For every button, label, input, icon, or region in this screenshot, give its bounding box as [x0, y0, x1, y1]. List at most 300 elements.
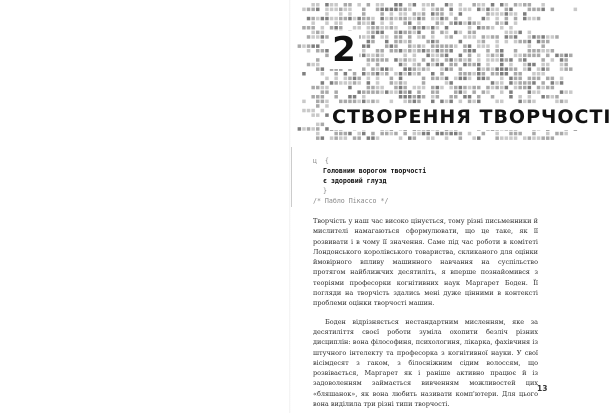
grid-cell [523, 86, 527, 90]
grid-cell [298, 127, 302, 131]
grid-cell [500, 86, 504, 90]
grid-cell [477, 95, 481, 99]
grid-cell [426, 67, 430, 71]
grid-cell [454, 21, 458, 25]
grid-cell [390, 21, 394, 25]
grid-cell [371, 67, 375, 71]
grid-cell [367, 90, 371, 94]
grid-cell [431, 63, 435, 67]
grid-cell [390, 100, 394, 104]
grid-cell [348, 17, 352, 21]
grid-cell [528, 54, 532, 58]
grid-cell [445, 81, 449, 85]
grid-cell [376, 54, 380, 58]
grid-cell [509, 31, 513, 34]
grid-cell [408, 90, 412, 94]
grid-cell [311, 26, 315, 30]
grid-cell [422, 17, 426, 21]
grid-cell [472, 86, 476, 90]
grid-cell [486, 77, 490, 81]
grid-cell [353, 26, 357, 30]
grid-cell [417, 72, 421, 76]
grid-cell [380, 86, 384, 90]
grid-cell [477, 67, 481, 71]
grid-cell [468, 77, 472, 81]
grid-cell [518, 31, 522, 34]
grid-cell [514, 67, 518, 71]
grid-cell [426, 49, 430, 53]
grid-cell [403, 49, 407, 53]
grid-cell [463, 72, 467, 76]
grid-cell [537, 8, 541, 12]
grid-cell [357, 21, 361, 25]
grid-cell [454, 58, 458, 62]
grid-cell [399, 72, 403, 76]
grid-cell [537, 136, 541, 140]
grid-cell [385, 26, 389, 30]
grid-cell [541, 3, 545, 7]
grid-cell [413, 54, 417, 58]
grid-cell [403, 67, 407, 71]
grid-cell [449, 63, 453, 67]
grid-cell [564, 58, 568, 62]
grid-cell [431, 90, 435, 94]
grid-cell [500, 72, 504, 76]
grid-cell [551, 86, 555, 90]
grid-cell [440, 72, 444, 76]
grid-cell [468, 63, 472, 67]
grid-cell [463, 21, 467, 25]
grid-cell [399, 8, 403, 12]
grid-cell [440, 77, 444, 81]
grid-cell [339, 132, 343, 136]
grid-cell [509, 63, 513, 67]
grid-cell [399, 95, 403, 99]
grid-cell [399, 58, 403, 62]
grid-cell [454, 44, 458, 48]
grid-cell [367, 31, 371, 34]
grid-cell [344, 8, 348, 12]
grid-cell [449, 49, 453, 53]
grid-cell [431, 17, 435, 21]
grid-cell [385, 132, 389, 136]
grid-cell [394, 58, 398, 62]
grid-cell [523, 3, 527, 7]
grid-cell [367, 136, 371, 140]
grid-cell [413, 100, 417, 104]
grid-cell [436, 8, 440, 12]
grid-cell [546, 132, 550, 136]
grid-cell [413, 86, 417, 90]
grid-cell [334, 17, 338, 21]
grid-cell [399, 35, 403, 39]
grid-cell [399, 86, 403, 90]
grid-cell [436, 86, 440, 90]
grid-cell [330, 81, 334, 85]
grid-cell [477, 58, 481, 62]
grid-cell [482, 44, 486, 48]
grid-cell [380, 26, 384, 30]
grid-cell [560, 63, 564, 67]
grid-cell [316, 35, 320, 39]
grid-cell [509, 81, 513, 85]
grid-cell [436, 63, 440, 67]
grid-cell [321, 35, 325, 39]
grid-cell [417, 12, 421, 16]
grid-cell [449, 58, 453, 62]
grid-cell [390, 77, 394, 81]
grid-cell [445, 44, 449, 48]
grid-cell [311, 44, 315, 48]
grid-cell [431, 58, 435, 62]
grid-cell [523, 63, 527, 67]
grid-cell [417, 100, 421, 104]
grid-cell [302, 8, 306, 12]
grid-cell [523, 58, 527, 62]
grid-cell [459, 90, 463, 94]
grid-cell [422, 67, 426, 71]
grid-cell [426, 54, 430, 58]
grid-cell [551, 77, 555, 81]
grid-cell [311, 95, 315, 99]
grid-cell [380, 12, 384, 16]
grid-cell [436, 26, 440, 30]
grid-cell [560, 90, 564, 94]
grid-cell [367, 100, 371, 104]
grid-cell [445, 26, 449, 30]
grid-cell [509, 12, 513, 16]
grid-cell [431, 86, 435, 90]
grid-cell [509, 77, 513, 81]
grid-cell [445, 58, 449, 62]
grid-cell [472, 21, 476, 25]
grid-cell [307, 8, 311, 12]
grid-cell [500, 136, 504, 140]
grid-cell [394, 90, 398, 94]
grid-cell [394, 17, 398, 21]
grid-cell [449, 95, 453, 99]
grid-cell [403, 54, 407, 58]
grid-cell [325, 100, 329, 104]
grid-cell [564, 63, 568, 67]
grid-cell [321, 26, 325, 30]
grid-cell [436, 49, 440, 53]
grid-cell [413, 44, 417, 48]
grid-cell [472, 35, 476, 39]
grid-cell [311, 31, 315, 34]
grid-cell [348, 100, 352, 104]
grid-cell [380, 132, 384, 136]
epigraph-line-1: Головним ворогом творчості [323, 167, 427, 175]
grid-cell [307, 127, 311, 131]
grid-cell [541, 63, 545, 67]
grid-cell [468, 132, 472, 136]
grid-cell [380, 72, 384, 76]
grid-cell [500, 12, 504, 16]
grid-cell [357, 81, 361, 85]
grid-cell [413, 95, 417, 99]
grid-cell [459, 54, 463, 58]
grid-cell [403, 40, 407, 44]
grid-cell [403, 72, 407, 76]
grid-cell [380, 54, 384, 58]
grid-cell [574, 8, 578, 12]
grid-cell [546, 63, 550, 67]
grid-cell [500, 21, 504, 25]
grid-cell [348, 81, 352, 85]
grid-cell [371, 90, 375, 94]
grid-cell [311, 63, 315, 67]
grid-cell [537, 35, 541, 39]
grid-cell [518, 54, 522, 58]
grid-cell [495, 21, 499, 25]
grid-cell [459, 77, 463, 81]
grid-cell [339, 100, 343, 104]
grid-cell [302, 26, 306, 30]
grid-cell [482, 8, 486, 12]
grid-cell [408, 95, 412, 99]
grid-cell [422, 49, 426, 53]
grid-cell [491, 81, 495, 85]
grid-cell [528, 86, 532, 90]
grid-cell [436, 21, 440, 25]
grid-cell [459, 72, 463, 76]
grid-cell [486, 49, 490, 53]
grid-cell [541, 67, 545, 71]
grid-cell [417, 95, 421, 99]
grid-cell [486, 58, 490, 62]
grid-cell [403, 17, 407, 21]
grid-cell [408, 58, 412, 62]
grid-cell [528, 95, 532, 99]
grid-cell [537, 17, 541, 21]
grid-cell [486, 26, 490, 30]
grid-cell [302, 44, 306, 48]
grid-cell [500, 90, 504, 94]
grid-cell [468, 44, 472, 48]
grid-cell [367, 44, 371, 48]
grid-cell [357, 26, 361, 30]
grid-cell [486, 17, 490, 21]
grid-cell [532, 100, 536, 104]
grid-cell [495, 67, 499, 71]
grid-cell [325, 12, 329, 16]
grid-cell [491, 8, 495, 12]
grid-cell [551, 95, 555, 99]
grid-cell [311, 21, 315, 25]
grid-cell [426, 63, 430, 67]
grid-cell [385, 67, 389, 71]
grid-cell [394, 8, 398, 12]
grid-cell [321, 123, 325, 127]
grid-cell [380, 67, 384, 71]
grid-cell [316, 113, 320, 117]
grid-cell [463, 95, 467, 99]
grid-cell [376, 77, 380, 81]
grid-cell [376, 72, 380, 76]
grid-cell [394, 3, 398, 7]
grid-cell [362, 100, 366, 104]
grid-cell [344, 17, 348, 21]
grid-cell [394, 86, 398, 90]
grid-cell [385, 58, 389, 62]
grid-cell [518, 40, 522, 44]
grid-cell [422, 26, 426, 30]
grid-cell [394, 35, 398, 39]
grid-cell [468, 17, 472, 21]
grid-cell [482, 67, 486, 71]
grid-cell [311, 17, 315, 21]
paragraph-1: Творчість у наш час високо цінується, тому різні письменники й мислителі намагаються сформулювати, що це таке, як її розвивати і в чому її значення. Саме під час роботи в комітеті Лондонського королівського товариства, скликаного для оцінки ймовірного впливу машинного навчання на суспільство протягом найближчих десятиліть, я вперше познайомився з теоріями професорки когнітивних наук Маргарет Боден. Її погляди на творчість здались мені дуже цінними в контексті проблеми оцінки творчості машин. [313, 217, 538, 308]
grid-cell [514, 35, 518, 39]
grid-cell [564, 54, 568, 58]
grid-cell [413, 58, 417, 62]
grid-cell [445, 132, 449, 136]
grid-cell [357, 100, 361, 104]
grid-cell [307, 17, 311, 21]
grid-cell [523, 67, 527, 71]
grid-cell [546, 35, 550, 39]
grid-cell [302, 127, 306, 131]
grid-cell [541, 72, 545, 76]
grid-cell [422, 35, 426, 39]
grid-cell [528, 8, 532, 12]
grid-cell [330, 8, 334, 12]
grid-cell [431, 3, 435, 7]
grid-cell [371, 26, 375, 30]
grid-cell [445, 31, 449, 34]
grid-cell [431, 44, 435, 48]
grid-cell [518, 72, 522, 76]
grid-cell [449, 8, 453, 12]
grid-cell [514, 49, 518, 53]
grid-cell [523, 100, 527, 104]
grid-cell [495, 40, 499, 44]
grid-cell [403, 132, 407, 136]
grid-cell [321, 17, 325, 21]
grid-cell [403, 95, 407, 99]
grid-cell [422, 44, 426, 48]
grid-cell [348, 132, 352, 136]
grid-cell [491, 72, 495, 76]
grid-cell [367, 35, 371, 39]
epigraph-close: } [323, 187, 327, 195]
grid-cell [477, 21, 481, 25]
grid-cell [482, 26, 486, 30]
grid-cell [390, 49, 394, 53]
grid-cell [362, 44, 366, 48]
grid-cell [463, 58, 467, 62]
grid-cell [537, 86, 541, 90]
grid-cell [422, 86, 426, 90]
grid-cell [477, 63, 481, 67]
grid-cell [463, 77, 467, 81]
grid-cell [482, 132, 486, 136]
grid-cell [316, 95, 320, 99]
grid-cell [390, 12, 394, 16]
grid-cell [339, 136, 343, 140]
epigraph-attribution: /* Пабло Пікассо */ [313, 197, 389, 205]
grid-cell [417, 31, 421, 34]
grid-cell [541, 95, 545, 99]
grid-cell [518, 81, 522, 85]
grid-cell [357, 132, 361, 136]
grid-cell [298, 44, 302, 48]
grid-cell [376, 90, 380, 94]
grid-cell [422, 8, 426, 12]
chapter-body [313, 216, 538, 417]
grid-cell [449, 100, 453, 104]
grid-cell [454, 86, 458, 90]
grid-cell [321, 109, 325, 113]
grid-cell [362, 54, 366, 58]
grid-cell [523, 54, 527, 58]
grid-cell [518, 100, 522, 104]
grid-cell [339, 21, 343, 25]
grid-cell [500, 67, 504, 71]
grid-cell [537, 77, 541, 81]
grid-cell [334, 132, 338, 136]
grid-cell [555, 100, 559, 104]
grid-cell [541, 86, 545, 90]
grid-cell [537, 90, 541, 94]
grid-cell [436, 40, 440, 44]
grid-cell [316, 127, 320, 131]
grid-cell [468, 95, 472, 99]
grid-cell [477, 86, 481, 90]
grid-cell [518, 95, 522, 99]
grid-cell [564, 100, 568, 104]
grid-cell [477, 8, 481, 12]
grid-cell [523, 12, 527, 16]
grid-cell [528, 49, 532, 53]
grid-cell [500, 77, 504, 81]
grid-cell [367, 81, 371, 85]
grid-cell [316, 136, 320, 140]
grid-cell [509, 95, 513, 99]
grid-cell [440, 100, 444, 104]
grid-cell [459, 100, 463, 104]
grid-cell [445, 49, 449, 53]
grid-cell [436, 132, 440, 136]
grid-cell [546, 67, 550, 71]
grid-cell [514, 77, 518, 81]
grid-cell [482, 72, 486, 76]
grid-cell [486, 12, 490, 16]
grid-cell [431, 72, 435, 76]
grid-cell [330, 26, 334, 30]
grid-cell [468, 21, 472, 25]
grid-cell [307, 44, 311, 48]
grid-cell [486, 35, 490, 39]
grid-cell [302, 100, 306, 104]
grid-cell [311, 35, 315, 39]
grid-cell [422, 132, 426, 136]
grid-cell [560, 81, 564, 85]
grid-cell [316, 58, 320, 62]
grid-cell [367, 72, 371, 76]
grid-cell [394, 31, 398, 34]
grid-cell [537, 54, 541, 58]
grid-cell [551, 136, 555, 140]
grid-cell [380, 21, 384, 25]
grid-cell [367, 3, 371, 7]
grid-cell [569, 90, 573, 94]
grid-cell [472, 90, 476, 94]
grid-cell [518, 132, 522, 136]
grid-cell [408, 35, 412, 39]
grid-cell [532, 90, 536, 94]
